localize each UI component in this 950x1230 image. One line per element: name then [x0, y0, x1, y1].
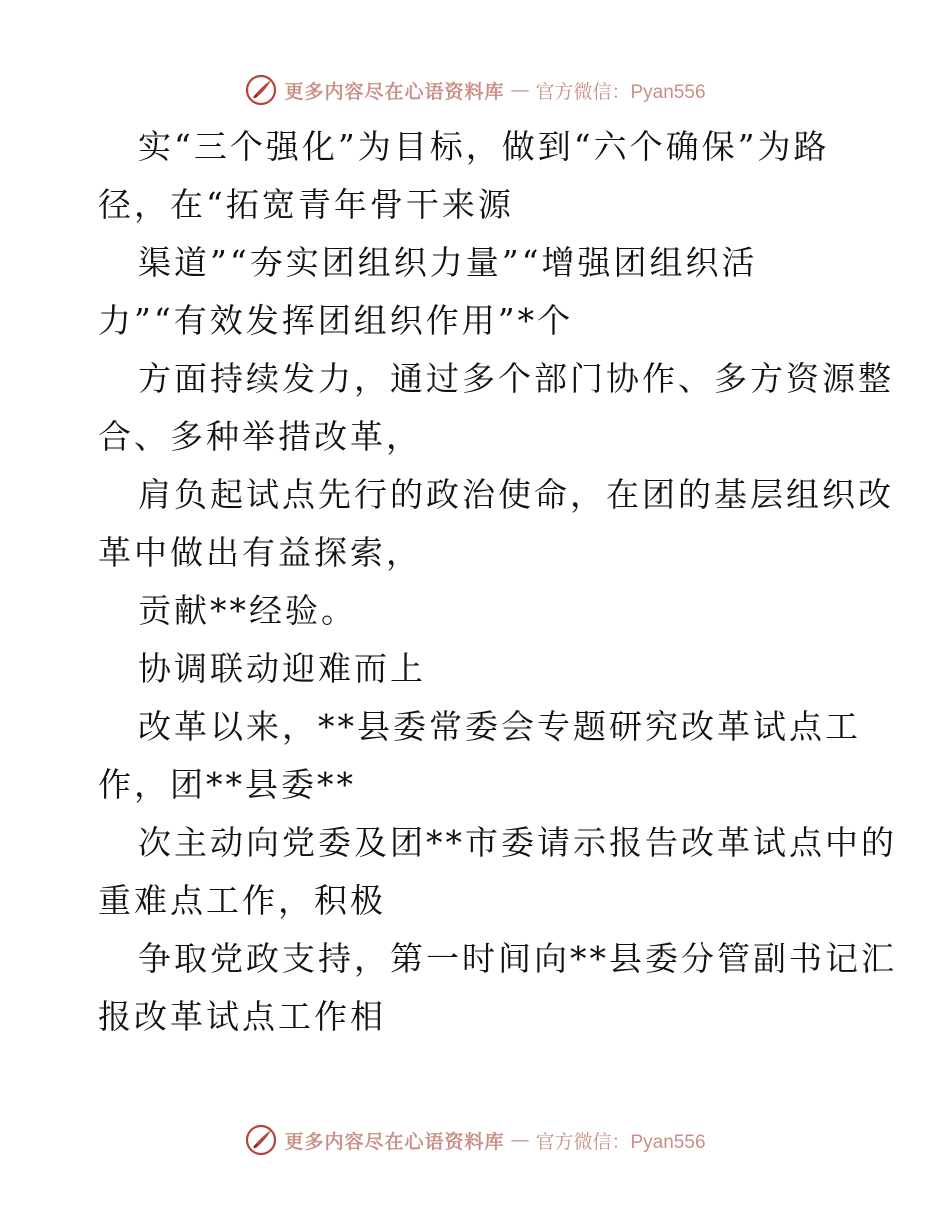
pen-feather-logo-icon	[244, 1123, 278, 1157]
paragraph-2-line-2: 力”“有效发挥团组织作用”*个	[98, 301, 574, 340]
paragraph-3-line-2: 合、多种举措改革，	[98, 417, 422, 456]
paragraph-4-line-1: 肩负起试点先行的政治使命，在团的基层组织改	[138, 475, 894, 514]
pen-feather-logo-icon	[244, 73, 278, 107]
paragraph-1-line-2: 径，在“拓宽青年骨干来源	[98, 185, 514, 224]
paragraph-3-line-1: 方面持续发力，通过多个部门协作、多方资源整	[138, 359, 894, 398]
paragraph-5-line-1: 贡献**经验。	[138, 591, 357, 630]
watermark-separator: —	[510, 1129, 530, 1151]
header-watermark	[0, 70, 950, 110]
footer-watermark	[0, 1120, 950, 1160]
paragraph-7-line-2: 作，团**县委**	[98, 765, 356, 804]
paragraph-2-line-1: 渠道”“夯实团组织力量”“增强团组织活	[138, 243, 758, 282]
watermark-separator: —	[510, 79, 530, 101]
paragraph-8-line-2: 重难点工作，积极	[98, 881, 386, 920]
paragraph-8-line-1: 次主动向党委及团**市委请示报告改革试点中的	[138, 823, 897, 862]
paragraph-9-line-2: 报改革试点工作相	[98, 997, 386, 1036]
paragraph-1-line-1: 实“三个强化”为目标，做到“六个确保”为路	[138, 127, 830, 166]
watermark-text: 更多内容尽在心语资料库	[284, 1130, 505, 1153]
section-heading: 协调联动迎难而上	[138, 649, 426, 688]
paragraph-9-line-1: 争取党政支持，第一时间向**县委分管副书记汇	[138, 939, 897, 978]
paragraph-7-line-1: 改革以来，**县委常委会专题研究改革试点工	[138, 707, 861, 746]
watermark-text: 更多内容尽在心语资料库	[284, 80, 505, 103]
watermark-contact: 官方微信：Pyan556	[535, 1131, 706, 1153]
watermark-contact: 官方微信：Pyan556	[535, 81, 706, 103]
paragraph-4-line-2: 革中做出有益探索，	[98, 533, 422, 572]
